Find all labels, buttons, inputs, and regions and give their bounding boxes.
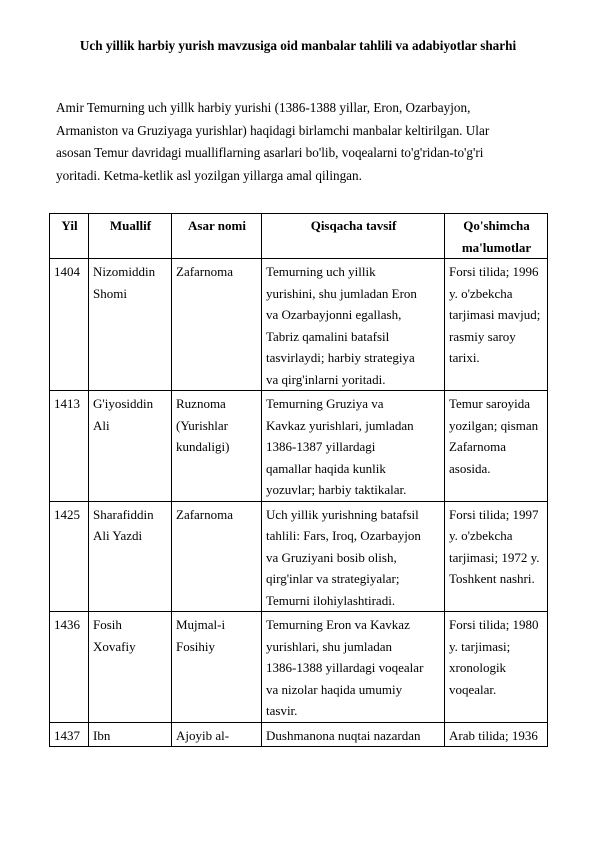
- cell-line: Ruznoma: [176, 396, 226, 411]
- cell-line: yozuvlar; harbiy taktikalar.: [266, 482, 407, 497]
- table-header-row: [50, 214, 548, 259]
- sources-table: [49, 213, 548, 747]
- cell-line: 1386-1387 yillardagi: [266, 439, 376, 454]
- cell-line: Temur saroyida: [449, 396, 531, 411]
- cell-line: Nizomiddin: [93, 264, 156, 279]
- cell-line: va qirg'inlarni yoritadi.: [266, 371, 386, 387]
- cell-line: Temurning Eron va Kavkaz: [266, 617, 410, 632]
- year-cell: [50, 501, 89, 612]
- work-title-cell: [172, 612, 262, 723]
- cell-line: Forsi tilida; 1997: [449, 506, 539, 522]
- header-text: Qo'shimcha: [463, 218, 530, 233]
- author-cell: [89, 612, 172, 723]
- cell-line: Temurni ilohiylashtiradi.: [266, 592, 396, 608]
- table-row: [50, 259, 548, 391]
- cell-line: Kavkaz yurishlari, jumladan: [266, 417, 414, 433]
- table-row: [50, 722, 548, 747]
- year-cell: [50, 391, 89, 502]
- cell-line: Shomi: [93, 285, 127, 301]
- intro-line: asosan Temur davridagi mualliflarning asarlari bo'lib, voqealarni to'g'ridan-to'g'ri: [56, 145, 484, 160]
- cell-line: Zafarnoma: [176, 506, 234, 522]
- intro-line: Amir Temurning uch yillk harbiy yurishi (1386-1388 yillar, Eron, Ozarbayjon,: [56, 100, 471, 115]
- year-cell: [50, 612, 89, 723]
- cell-line: Fosih: [93, 617, 122, 632]
- notes-cell: [445, 722, 548, 747]
- cell-line: Ajoyib al-: [176, 727, 230, 743]
- column-header-work-title: [172, 214, 262, 259]
- table-body: [50, 259, 548, 747]
- cell-line: va Gruziyani bosib olish,: [266, 549, 397, 565]
- header-text: Qisqacha tavsif: [310, 218, 397, 233]
- description-cell: [262, 722, 445, 747]
- year-cell: [50, 722, 89, 747]
- cell-line: 1404: [54, 264, 80, 279]
- page-title: Uch yillik harbiy yurish mavzusiga oid manbalar tahlili va adabiyotlar sharhi: [79, 38, 517, 53]
- work-title-cell: [172, 501, 262, 612]
- intro-line: Armaniston va Gruziyaga yurishlar) haqidagi birlamchi manbalar keltirilgan. Ular: [56, 122, 490, 138]
- cell-line: Tabriz qamalini batafsil: [266, 328, 390, 344]
- cell-line: Temurning Gruziya va: [266, 396, 384, 411]
- cell-line: xronologik: [449, 660, 507, 675]
- cell-line: 1436: [54, 617, 80, 632]
- cell-line: rasmiy saroy: [449, 328, 516, 344]
- cell-line: qirg'inlar va strategiyalar;: [266, 571, 400, 586]
- cell-line: tasvirlaydi; harbiy strategiya: [266, 350, 415, 365]
- author-cell: [89, 501, 172, 612]
- cell-line: kundaligi): [176, 439, 230, 454]
- cell-line: 1386-1388 yillardagi voqealar: [266, 660, 424, 675]
- cell-line: yurishlari, shu jumladan: [266, 638, 393, 654]
- description-cell: [262, 391, 445, 502]
- table-row: [50, 612, 548, 723]
- header-text: ma'lumotlar: [461, 239, 532, 255]
- header-text: Asar nomi: [188, 218, 246, 233]
- column-header-author: [89, 214, 172, 259]
- cell-line: Forsi tilida; 1996: [449, 264, 539, 279]
- cell-line: tarjimasi; 1972 y.: [449, 549, 540, 565]
- column-header-notes: [445, 214, 548, 259]
- cell-line: G'iyosiddin: [93, 396, 154, 411]
- cell-line: Dushmanona nuqtai nazardan: [266, 727, 421, 743]
- intro-paragraph: [56, 97, 536, 187]
- cell-line: Ali: [93, 417, 110, 433]
- cell-line: 1425: [54, 506, 80, 522]
- table-row: [50, 391, 548, 502]
- author-cell: [89, 391, 172, 502]
- cell-line: Arab tilida; 1936: [449, 727, 538, 743]
- notes-cell: [445, 259, 548, 391]
- cell-line: Temurning uch yillik: [266, 264, 376, 279]
- cell-line: 1437: [54, 727, 80, 743]
- cell-line: y. o'zbekcha: [449, 285, 513, 301]
- notes-cell: [445, 612, 548, 723]
- cell-line: Sharafiddin: [93, 506, 154, 522]
- cell-line: tarjimasi mavjud;: [449, 307, 541, 322]
- year-cell: [50, 259, 89, 391]
- cell-line: (Yurishlar: [176, 417, 228, 433]
- cell-line: Ibn: [93, 727, 111, 743]
- cell-line: Zafarnoma: [449, 439, 507, 454]
- cell-line: y. o'zbekcha: [449, 528, 513, 543]
- work-title-cell: [172, 722, 262, 747]
- cell-line: voqealar.: [449, 681, 497, 697]
- cell-line: va nizolar haqida umumiy: [266, 681, 403, 697]
- header-text: Muallif: [109, 218, 152, 233]
- cell-line: Toshkent nashri.: [449, 571, 535, 586]
- description-cell: [262, 259, 445, 391]
- header-text: Yil: [61, 218, 78, 233]
- cell-line: Forsi tilida; 1980: [449, 617, 539, 632]
- cell-line: Zafarnoma: [176, 264, 234, 279]
- notes-cell: [445, 391, 548, 502]
- cell-line: yurishini, shu jumladan Eron: [266, 285, 417, 301]
- cell-line: Xovafiy: [93, 638, 136, 654]
- cell-line: tahlili: Fars, Iroq, Ozarbayjon: [266, 528, 421, 543]
- cell-line: asosida.: [449, 460, 491, 476]
- cell-line: y. tarjimasi;: [449, 638, 511, 654]
- intro-line: yoritadi. Ketma-ketlik asl yozilgan yillarga amal qilingan.: [56, 167, 362, 183]
- cell-line: Fosihiy: [176, 638, 216, 654]
- cell-line: tasvir.: [266, 703, 298, 718]
- cell-line: Ali Yazdi: [93, 528, 143, 543]
- description-cell: [262, 612, 445, 723]
- work-title-cell: [172, 259, 262, 391]
- cell-line: qamallar haqida kunlik: [266, 460, 386, 476]
- cell-line: Mujmal-i: [176, 617, 226, 632]
- description-cell: [262, 501, 445, 612]
- table-row: [50, 501, 548, 612]
- author-cell: [89, 722, 172, 747]
- notes-cell: [445, 501, 548, 612]
- work-title-cell: [172, 391, 262, 502]
- column-header-description: [262, 214, 445, 259]
- column-header-year: [50, 214, 89, 259]
- cell-line: yozilgan; qisman: [449, 417, 539, 433]
- cell-line: 1413: [54, 396, 80, 411]
- author-cell: [89, 259, 172, 391]
- cell-line: Uch yillik yurishning batafsil: [266, 506, 419, 522]
- cell-line: va Ozarbayjonni egallash,: [266, 307, 402, 322]
- cell-line: tarixi.: [449, 350, 480, 365]
